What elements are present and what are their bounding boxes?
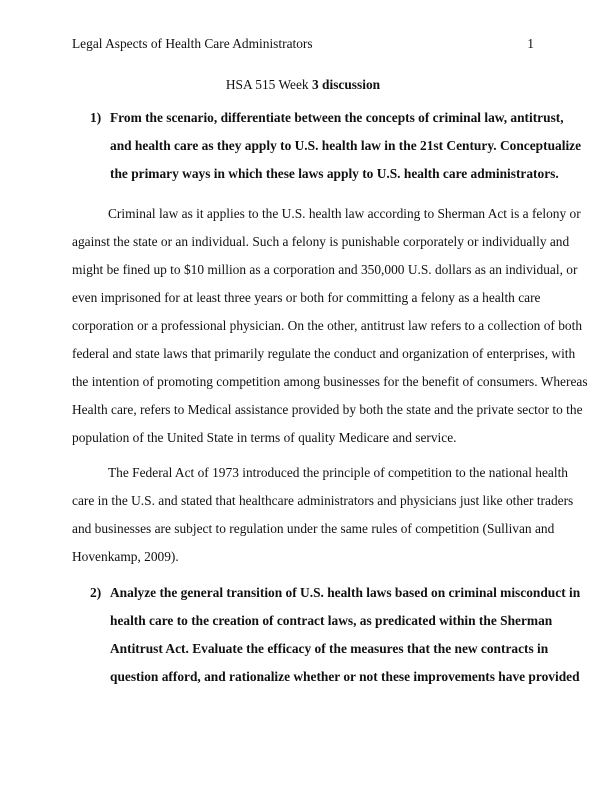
running-head: Legal Aspects of Health Care Administrators (72, 36, 313, 51)
paragraph-1-line: Criminal law as it applies to the U.S. health law according to Sherman Act is a felony or (108, 206, 581, 221)
question-1-line: and health care as they apply to U.S. health law in the 21st Century. Conceptualize (110, 138, 582, 153)
paragraph-2-line: Hovenkamp, 2009). (72, 549, 179, 564)
paragraph-2-line: The Federal Act of 1973 introduced the principle of competition to the national health (108, 465, 568, 480)
page-number: 1 (527, 36, 534, 51)
paragraph-1-line: might be fined up to $10 million as a corporation and 350,000 U.S. dollars as an individual, or (72, 262, 578, 277)
paragraph-1-line: corporation or a professional physician. On the other, antitrust law refers to a collection of both (72, 318, 583, 333)
paragraph-1-line: against the state or an individual. Such a felony is punishable corporately or individually and (72, 234, 570, 249)
paragraph-1 (72, 200, 588, 452)
paragraph-1-line: federal and state laws that primarily regulate the conduct and organization of enterprises, with (72, 346, 576, 361)
question-1-line: From the scenario, differentiate between the concepts of criminal law, antitrust, (110, 110, 564, 125)
question-2-line: Analyze the general transition of U.S. health laws based on criminal misconduct in (110, 585, 581, 600)
question-1-line: the primary ways in which these laws apply to U.S. health care administrators. (110, 166, 559, 181)
paragraph-1-line: the intention of promoting competition among businesses for the benefit of consumers. Whereas (72, 374, 588, 389)
question-2-line: Antitrust Act. Evaluate the efficacy of the measures that the new contracts in (110, 641, 549, 656)
page-header (72, 36, 534, 54)
title-bold: 3 discussion (311, 77, 381, 92)
document-title (0, 77, 606, 93)
paragraph-1-line: population of the United State in terms of quality Medicare and service. (72, 430, 457, 445)
paragraph-1-line: Health care, refers to Medical assistance provided by both the state and the private sector to the (72, 402, 583, 417)
paragraph-2-line: and businesses are subject to regulation under the same rules of competition (Sullivan and (72, 521, 555, 536)
question-1-number: 1) (90, 110, 102, 125)
question-1-text (110, 104, 582, 188)
question-2-number: 2) (90, 585, 102, 600)
question-2-text (110, 579, 581, 691)
paragraph-2 (72, 459, 574, 571)
paragraph-1-line: even imprisoned for at least three years or both for committing a felony as a health care (72, 290, 541, 305)
question-2-line: question afford, and rationalize whether or not these improvements have provided (110, 669, 580, 684)
question-2-line: health care to the creation of contract laws, as predicated within the Sherman (110, 613, 553, 628)
title-prefix: HSA 515 Week (225, 77, 312, 92)
paragraph-2-line: care in the U.S. and stated that healthcare administrators and physicians just like other traders (72, 493, 574, 508)
